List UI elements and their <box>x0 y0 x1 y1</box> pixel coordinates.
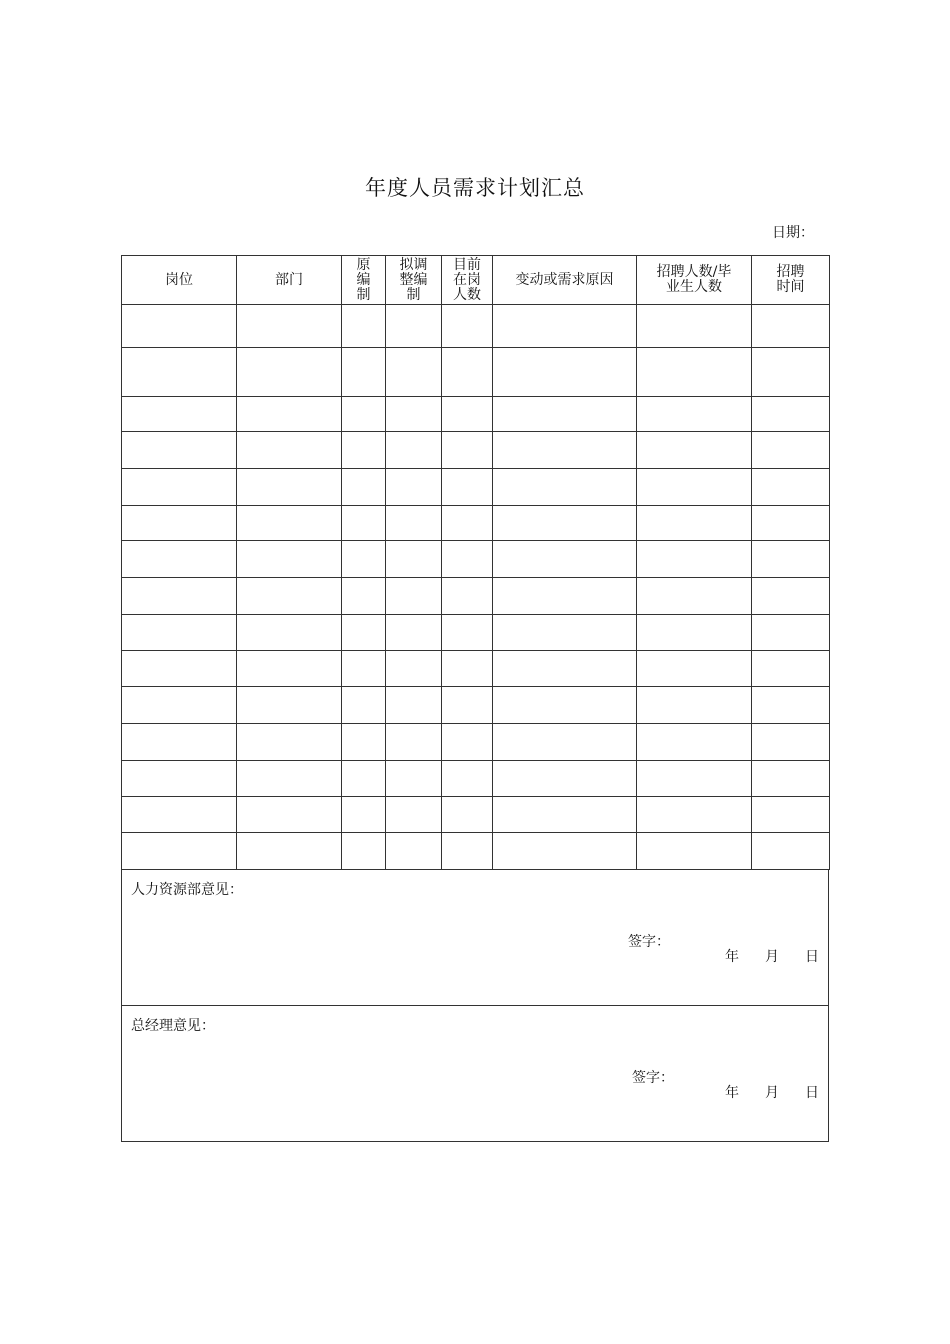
table-cell[interactable] <box>122 761 237 797</box>
gm-opinion-label: 总经理意见： <box>131 1018 215 1034</box>
table-header-row <box>122 256 830 305</box>
table-row <box>122 506 830 541</box>
header-text: 岗位 <box>165 271 193 288</box>
table-cell[interactable] <box>752 615 830 651</box>
table-cell[interactable] <box>386 615 442 651</box>
table-cell[interactable] <box>752 397 830 432</box>
table-cell[interactable] <box>237 305 342 348</box>
table-cell[interactable] <box>442 348 493 397</box>
table-cell[interactable] <box>122 305 237 348</box>
header-text: 目前 <box>453 256 481 273</box>
table-cell[interactable] <box>637 541 752 578</box>
date-label: 日期： <box>772 225 814 241</box>
table-cell[interactable] <box>237 833 342 870</box>
table-cell[interactable] <box>637 833 752 870</box>
table-cell[interactable] <box>493 348 637 397</box>
table-cell[interactable] <box>237 348 342 397</box>
table-cell[interactable] <box>442 724 493 761</box>
table-cell[interactable] <box>237 541 342 578</box>
table-cell[interactable] <box>386 397 442 432</box>
table-cell[interactable] <box>442 305 493 348</box>
table-row <box>122 724 830 761</box>
gm-opinion-section <box>121 1005 829 1142</box>
header-text: 部门 <box>275 271 303 288</box>
table-cell[interactable] <box>386 305 442 348</box>
header-text: 招聘人数/毕 <box>656 264 732 280</box>
header-text: 变动或需求原因 <box>515 271 614 288</box>
table-row <box>122 469 830 506</box>
day-label: 日 <box>805 949 819 965</box>
table-cell[interactable] <box>637 797 752 833</box>
table-cell[interactable] <box>493 724 637 761</box>
table-cell[interactable] <box>637 469 752 506</box>
table-cell[interactable] <box>637 348 752 397</box>
table-row <box>122 397 830 432</box>
header-text: 在岗 <box>453 271 481 288</box>
table-cell[interactable] <box>493 469 637 506</box>
table-cell[interactable] <box>386 687 442 724</box>
table-row <box>122 797 830 833</box>
table-row <box>122 687 830 724</box>
table-cell[interactable] <box>752 348 830 397</box>
table-row <box>122 651 830 687</box>
table-cell[interactable] <box>122 797 237 833</box>
table-cell[interactable] <box>342 348 386 397</box>
table-cell[interactable] <box>637 432 752 469</box>
table-cell[interactable] <box>386 506 442 541</box>
hr-signature-label: 签字： <box>628 934 670 950</box>
table-cell[interactable] <box>442 469 493 506</box>
table-cell[interactable] <box>442 506 493 541</box>
header-text: 业生人数 <box>666 279 722 295</box>
table-cell[interactable] <box>237 797 342 833</box>
table-row <box>122 578 830 615</box>
table-cell[interactable] <box>122 724 237 761</box>
table-cell[interactable] <box>342 615 386 651</box>
year-label: 年 <box>725 949 739 965</box>
hr-date-fields <box>725 946 819 966</box>
table-cell[interactable] <box>493 651 637 687</box>
table-cell[interactable] <box>342 724 386 761</box>
table-cell[interactable] <box>122 578 237 615</box>
header-text: 原 <box>356 256 371 273</box>
table-cell[interactable] <box>342 578 386 615</box>
table-cell[interactable] <box>386 651 442 687</box>
table-cell[interactable] <box>122 541 237 578</box>
table-cell[interactable] <box>752 305 830 348</box>
table-cell[interactable] <box>342 541 386 578</box>
table-cell[interactable] <box>493 797 637 833</box>
table-cell[interactable] <box>342 833 386 870</box>
table-cell[interactable] <box>342 797 386 833</box>
table-cell[interactable] <box>237 397 342 432</box>
table-cell[interactable] <box>442 578 493 615</box>
table-cell[interactable] <box>342 506 386 541</box>
header-adjusted-quota <box>386 256 442 305</box>
header-original-quota <box>342 256 386 305</box>
table-row <box>122 432 830 469</box>
table-cell[interactable] <box>237 469 342 506</box>
table-cell[interactable] <box>752 432 830 469</box>
table-cell[interactable] <box>493 761 637 797</box>
table-cell[interactable] <box>637 506 752 541</box>
table-cell[interactable] <box>442 833 493 870</box>
table-cell[interactable] <box>752 469 830 506</box>
table-cell[interactable] <box>752 724 830 761</box>
month-label: 月 <box>765 1085 779 1101</box>
hr-opinion-section <box>121 869 829 1006</box>
header-position <box>122 256 237 305</box>
table-cell[interactable] <box>122 432 237 469</box>
table-cell[interactable] <box>442 397 493 432</box>
table-cell[interactable] <box>386 833 442 870</box>
table-cell[interactable] <box>442 615 493 651</box>
header-change-reason <box>493 256 637 305</box>
table-cell[interactable] <box>752 687 830 724</box>
table-cell[interactable] <box>386 724 442 761</box>
table-cell[interactable] <box>237 651 342 687</box>
table-cell[interactable] <box>342 687 386 724</box>
gm-date-fields <box>725 1082 819 1102</box>
table-cell[interactable] <box>386 578 442 615</box>
table-cell[interactable] <box>237 578 342 615</box>
header-recruit-time <box>752 256 830 305</box>
staffing-table <box>121 255 830 870</box>
table-row <box>122 761 830 797</box>
table-cell[interactable] <box>637 687 752 724</box>
table-cell[interactable] <box>122 469 237 506</box>
header-current-staff <box>442 256 493 305</box>
table-cell[interactable] <box>342 397 386 432</box>
table-cell[interactable] <box>442 687 493 724</box>
table-cell[interactable] <box>442 761 493 797</box>
year-label: 年 <box>725 1085 739 1101</box>
table-cell[interactable] <box>637 397 752 432</box>
table-cell[interactable] <box>122 687 237 724</box>
table-cell[interactable] <box>752 541 830 578</box>
header-department <box>237 256 342 305</box>
table-cell[interactable] <box>752 506 830 541</box>
table-cell[interactable] <box>122 615 237 651</box>
hr-opinion-label: 人力资源部意见： <box>131 882 243 898</box>
header-recruit-count <box>637 256 752 305</box>
table-cell[interactable] <box>752 651 830 687</box>
table-cell[interactable] <box>493 305 637 348</box>
table-cell[interactable] <box>122 397 237 432</box>
table-cell[interactable] <box>493 578 637 615</box>
table-cell[interactable] <box>637 724 752 761</box>
table-cell[interactable] <box>122 651 237 687</box>
table-cell[interactable] <box>493 833 637 870</box>
table-cell[interactable] <box>342 469 386 506</box>
table-cell[interactable] <box>752 797 830 833</box>
header-text: 编 <box>356 271 371 288</box>
day-label: 日 <box>805 1085 819 1101</box>
table-cell[interactable] <box>342 761 386 797</box>
table-cell[interactable] <box>493 397 637 432</box>
table-cell[interactable] <box>752 578 830 615</box>
table-cell[interactable] <box>237 506 342 541</box>
table-cell[interactable] <box>386 761 442 797</box>
table-body <box>122 305 830 870</box>
header-text: 招聘 <box>776 264 805 280</box>
table-cell[interactable] <box>386 541 442 578</box>
table-cell[interactable] <box>386 797 442 833</box>
table-cell[interactable] <box>493 615 637 651</box>
table-cell[interactable] <box>122 833 237 870</box>
page-title: 年度人员需求计划汇总 <box>365 176 585 200</box>
table-cell[interactable] <box>442 432 493 469</box>
table-row <box>122 348 830 397</box>
table-cell[interactable] <box>386 469 442 506</box>
table-cell[interactable] <box>637 578 752 615</box>
table-cell[interactable] <box>442 651 493 687</box>
table-cell[interactable] <box>342 432 386 469</box>
table-cell[interactable] <box>237 724 342 761</box>
table-cell[interactable] <box>637 615 752 651</box>
table-row <box>122 541 830 578</box>
header-text: 整编 <box>399 271 428 288</box>
header-text: 制 <box>406 286 421 303</box>
header-text: 拟调 <box>399 256 428 273</box>
header-text: 时间 <box>776 279 805 295</box>
table-cell[interactable] <box>637 651 752 687</box>
header-text: 人数 <box>453 286 481 303</box>
table-cell[interactable] <box>493 687 637 724</box>
table-cell[interactable] <box>237 615 342 651</box>
table-cell[interactable] <box>637 305 752 348</box>
table-cell[interactable] <box>442 797 493 833</box>
table-cell[interactable] <box>342 651 386 687</box>
table-row <box>122 305 830 348</box>
table-cell[interactable] <box>493 541 637 578</box>
table-cell[interactable] <box>442 541 493 578</box>
header-text: 制 <box>356 286 371 303</box>
table-cell[interactable] <box>237 432 342 469</box>
table-cell[interactable] <box>122 506 237 541</box>
table-cell[interactable] <box>493 506 637 541</box>
table-cell[interactable] <box>752 833 830 870</box>
month-label: 月 <box>765 949 779 965</box>
gm-signature-label: 签字： <box>632 1070 674 1086</box>
table-cell[interactable] <box>342 305 386 348</box>
table-cell[interactable] <box>122 348 237 397</box>
table-cell[interactable] <box>237 761 342 797</box>
table-cell[interactable] <box>752 761 830 797</box>
table-cell[interactable] <box>637 761 752 797</box>
table-cell[interactable] <box>386 432 442 469</box>
table-row <box>122 615 830 651</box>
table-cell[interactable] <box>237 687 342 724</box>
table-cell[interactable] <box>386 348 442 397</box>
table-row <box>122 833 830 870</box>
table-cell[interactable] <box>493 432 637 469</box>
